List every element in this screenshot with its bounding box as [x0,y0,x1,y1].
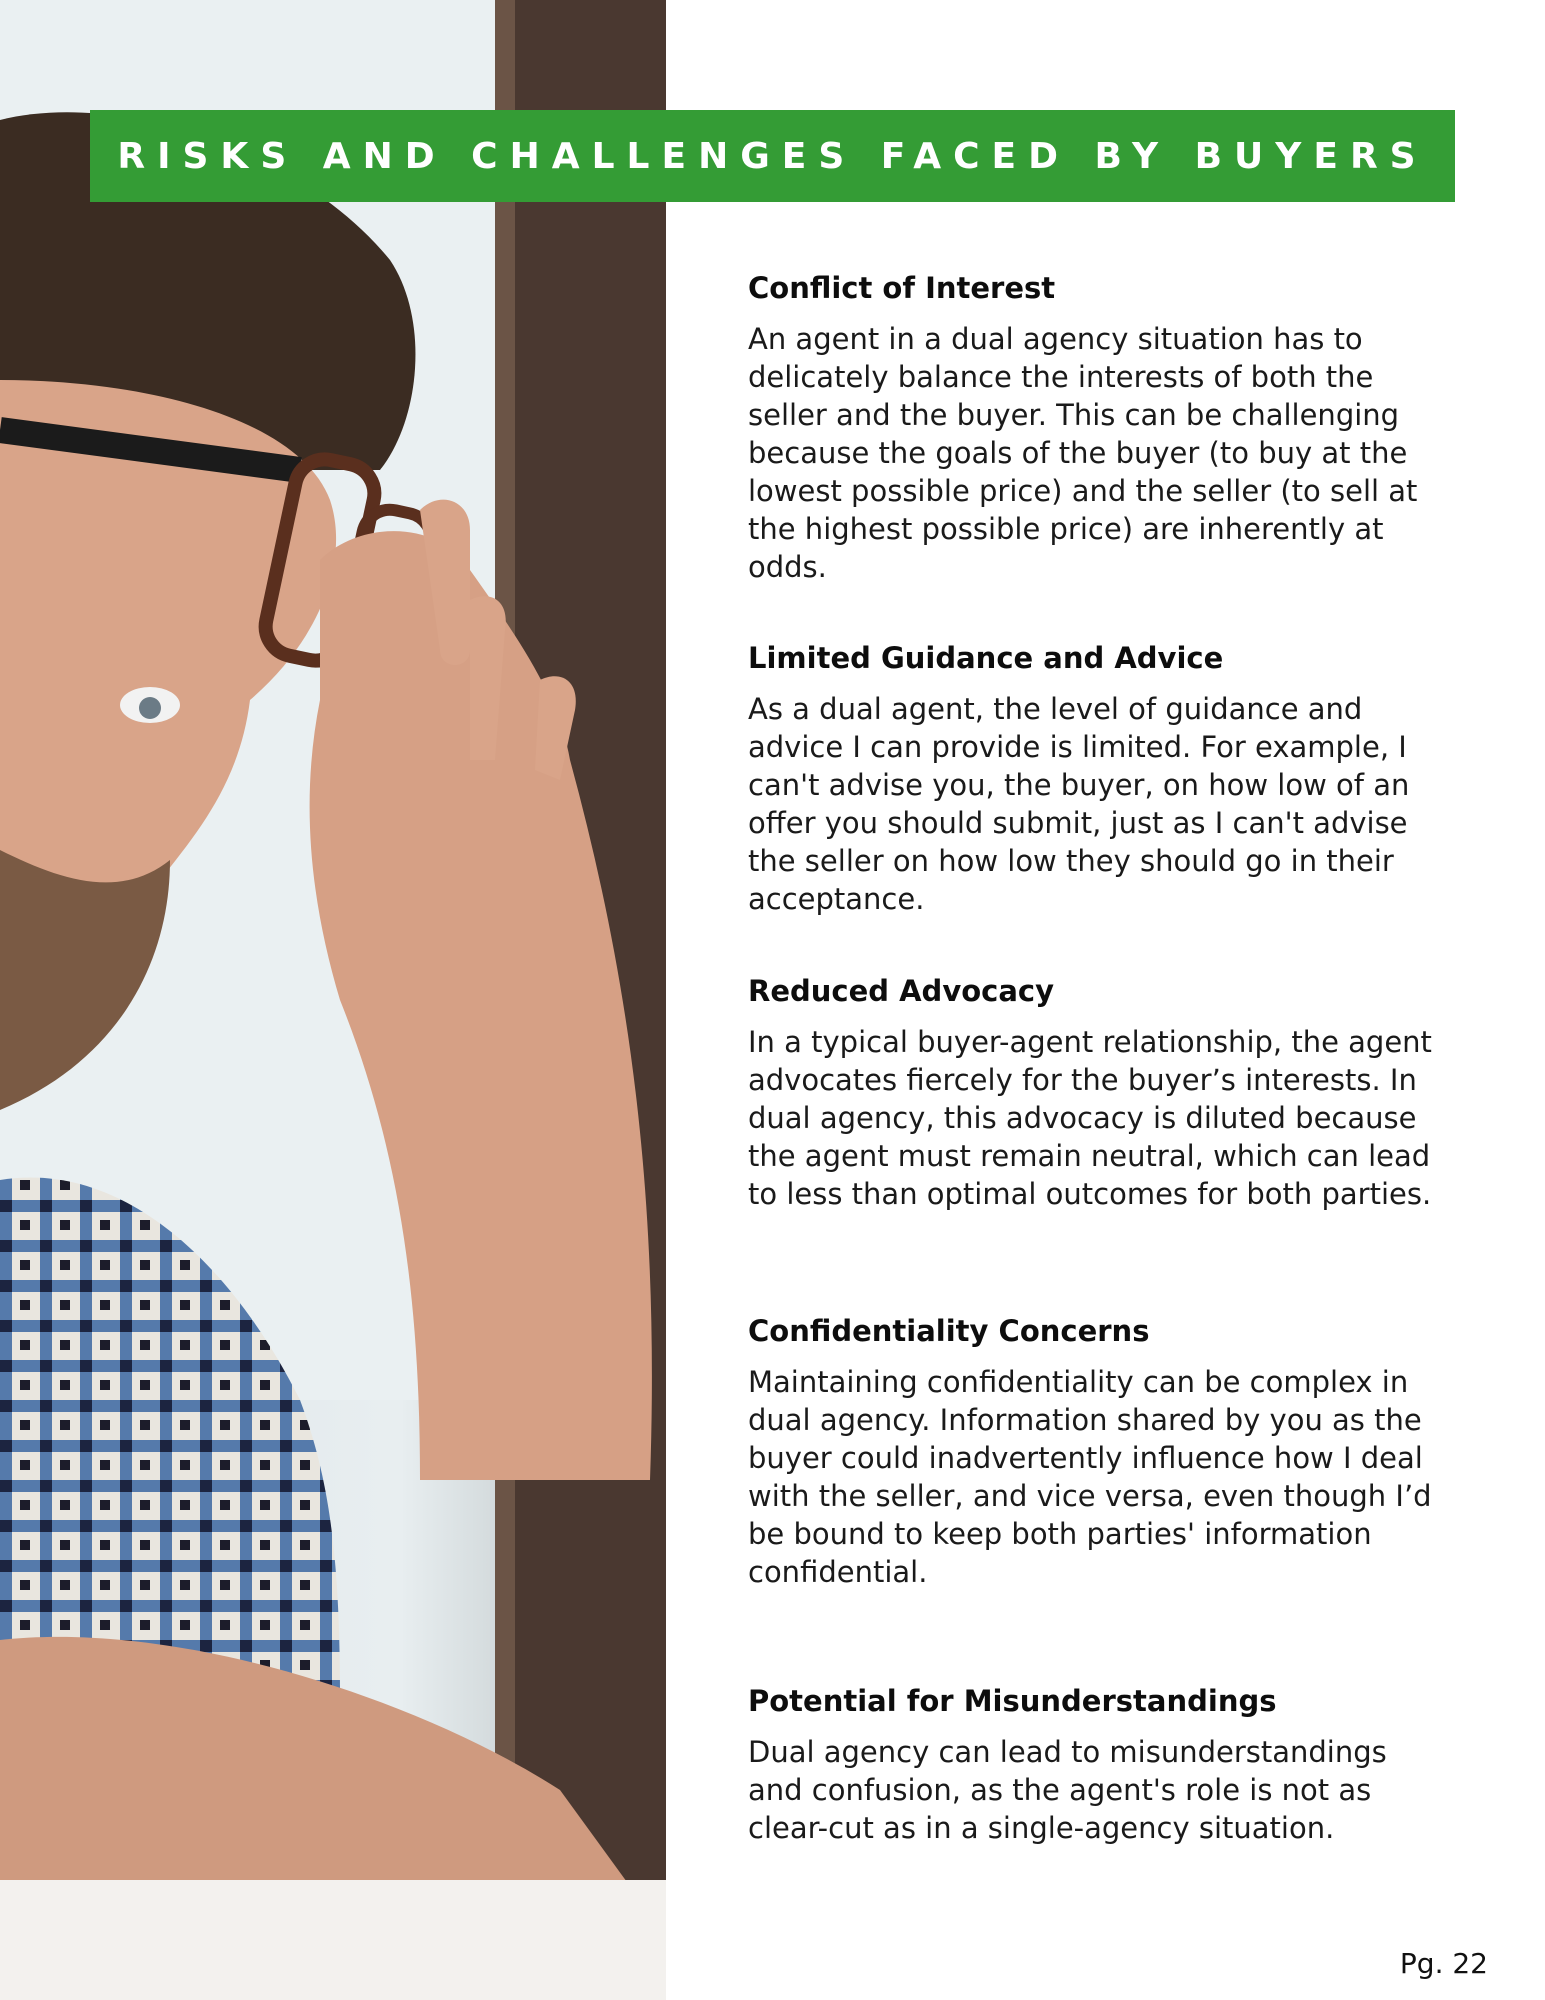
section-heading: Reduced Advocacy [748,974,1055,1008]
iris [139,697,161,719]
title-banner [90,110,1455,202]
section-reduced-advocacy [748,971,1448,1213]
page-number: Pg. 22 [1399,1947,1488,1980]
section-misunderstandings [748,1681,1448,1847]
section-limited-guidance [748,638,1448,918]
page-title: RISKS AND CHALLENGES FACED BY BUYERS [117,135,1428,177]
section-heading: Limited Guidance and Advice [748,641,1224,675]
section-heading: Potential for Misunderstandings [748,1684,1277,1718]
section-body: Dual agency can lead to misunderstandings and confusion, as the agent's role is not as clear-cut as in a single-agency situation. [748,1735,1387,1845]
section-body: Maintaining confidentiality can be complex in dual agency. Information shared by you as the buyer could inadvertently influence how I deal with the seller, and vice versa, even though I’d be bound to keep both parties' information confidential. [748,1365,1432,1589]
section-body: As a dual agent, the level of guidance and advice I can provide is limited. For example, I can't advise you, the buyer, on how low of an offer you should submit, just as I can't advise the seller on how low they should go in their acceptance. [748,692,1410,916]
section-heading: Confidentiality Concerns [748,1314,1150,1348]
section-conflict-of-interest [748,268,1448,586]
section-confidentiality [748,1311,1448,1591]
section-body: In a typical buyer-agent relationship, the agent advocates fiercely for the buyer’s interests. In dual agency, this advocacy is diluted because the agent must remain neutral, which can lead to less than optimal outcomes for both parties. [748,1025,1432,1211]
photo-illustration [0,0,666,2000]
section-heading: Conflict of Interest [748,271,1056,305]
section-body: An agent in a dual agency situation has to delicately balance the interests of both the seller and the buyer. This can be challenging because the goals of the buyer (to buy at the lowest possible price) and the seller (to sell at the highest possible price) are inherently at odds. [748,322,1418,584]
table [0,1880,666,2000]
man-adjusting-glasses-photo [0,0,666,2000]
